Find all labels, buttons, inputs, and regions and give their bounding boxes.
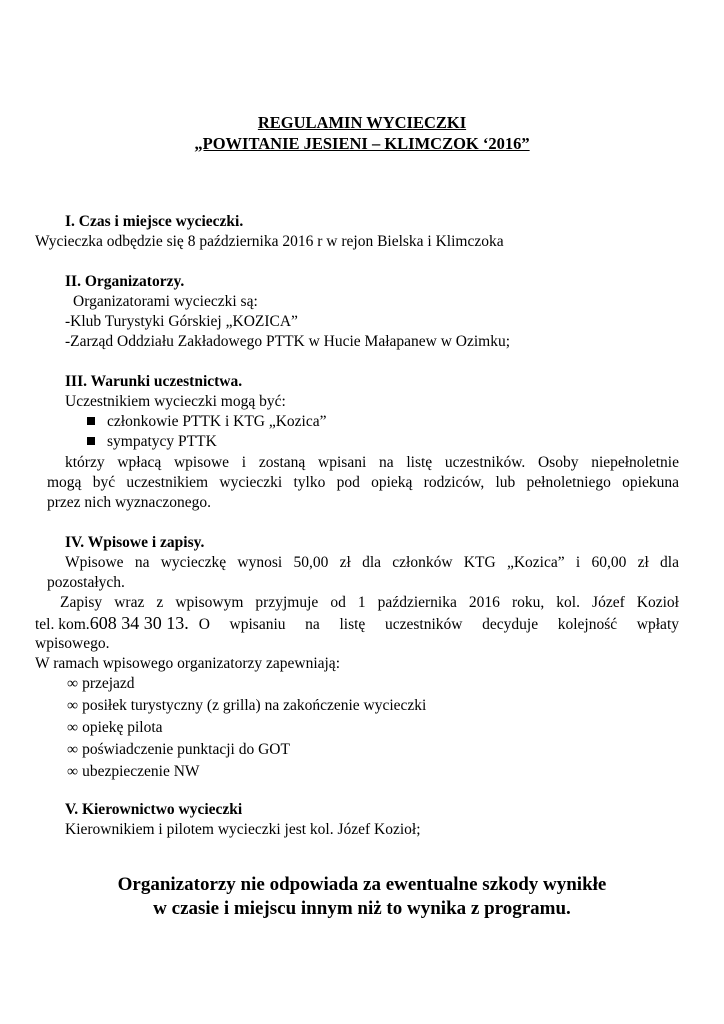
disclaimer-line: w czasie i miejscu innym niż to wynika z programu. [153, 898, 571, 919]
section-1-heading: I. Czas i miejsce wycieczki. [65, 213, 244, 230]
signup-text-line: Zapisy wraz z wpisowym przyjmuje od 1 października 2016 roku, kol. Józef Kozioł [60, 594, 679, 611]
organizer-item: -Zarząd Oddziału Zakładowego PTTK w Hucie Małapanew w Ozimku; [65, 333, 511, 350]
infinity-bullet-icon: ∞ [67, 763, 79, 780]
list-item-label: przejazd [82, 675, 135, 692]
list-item [67, 740, 290, 760]
includes-intro: W ramach wpisowego organizatorzy zapewniają: [35, 655, 340, 672]
document-title: REGULAMIN WYCIECZKI [257, 113, 467, 132]
fee-text-line: Wpisowe na wycieczkę wynosi 50,00 zł dla członków KTG „Kozica” i 60,00 zł dla [65, 554, 679, 571]
section-4-heading: IV. Wpisowe i zapisy. [65, 534, 205, 551]
disclaimer-line: Organizatorzy nie odpowiada za ewentualne szkody wynikłe [117, 874, 607, 895]
section-3-heading: III. Warunki uczestnictwa. [65, 373, 243, 390]
section-3-intro: Uczestnikiem wycieczki mogą być: [65, 393, 286, 410]
list-item-label: poświadczenie punktacji do GOT [82, 741, 290, 758]
signup-phone-line [35, 613, 679, 635]
phone-number: 608 34 30 13. [89, 613, 189, 633]
section-2-heading: II. Organizatorzy. [65, 273, 185, 290]
section-5-text: Kierownikiem i pilotem wycieczki jest kol. Józef Kozioł; [65, 821, 421, 838]
square-bullet-icon [87, 437, 95, 445]
conditions-paragraph-line: mogą być uczestnikiem wycieczki tylko pod opieką rodziców, lub pełnoletniego opiekuna [47, 474, 679, 491]
list-item-label: członkowie PTTK i KTG „Kozica” [107, 413, 327, 430]
conditions-paragraph-line: przez nich wyznaczonego. [47, 494, 211, 511]
list-item-label: sympatycy PTTK [107, 433, 217, 450]
signup-suffix: O wpisaniu na listę uczestników decyduje kolejność wpłaty [198, 616, 679, 633]
infinity-bullet-icon: ∞ [67, 697, 79, 714]
list-item [67, 718, 163, 738]
infinity-bullet-icon: ∞ [67, 719, 79, 736]
section-5-heading: V. Kierownictwo wycieczki [65, 801, 243, 818]
signup-prefix: tel. kom. [35, 616, 90, 633]
organizer-item: -Klub Turystyki Górskiej „KOZICA” [65, 313, 298, 330]
infinity-bullet-icon: ∞ [67, 675, 79, 692]
fee-text-line: pozostałych. [47, 574, 125, 591]
document-subtitle: „POWITANIE JESIENI – KLIMCZOK ‘2016” [194, 134, 530, 153]
list-item [87, 412, 327, 432]
list-item [67, 696, 426, 716]
signup-text-line: wpisowego. [35, 635, 110, 652]
list-item [67, 762, 200, 782]
list-item-label: posiłek turystyczny (z grilla) na zakończenie wycieczki [82, 697, 427, 714]
list-item-label: ubezpieczenie NW [82, 763, 200, 780]
list-item [67, 674, 135, 694]
section-1-text: Wycieczka odbędzie się 8 października 2016 r w rejon Bielska i Klimczoka [35, 233, 504, 250]
conditions-paragraph-line: którzy wpłacą wpisowe i zostaną wpisani na listę uczestników. Osoby niepełnoletnie [65, 454, 679, 471]
list-item [87, 432, 217, 452]
square-bullet-icon [87, 417, 95, 425]
list-item-label: opiekę pilota [82, 719, 163, 736]
infinity-bullet-icon: ∞ [67, 741, 79, 758]
section-2-intro: Organizatorami wycieczki są: [73, 293, 258, 310]
